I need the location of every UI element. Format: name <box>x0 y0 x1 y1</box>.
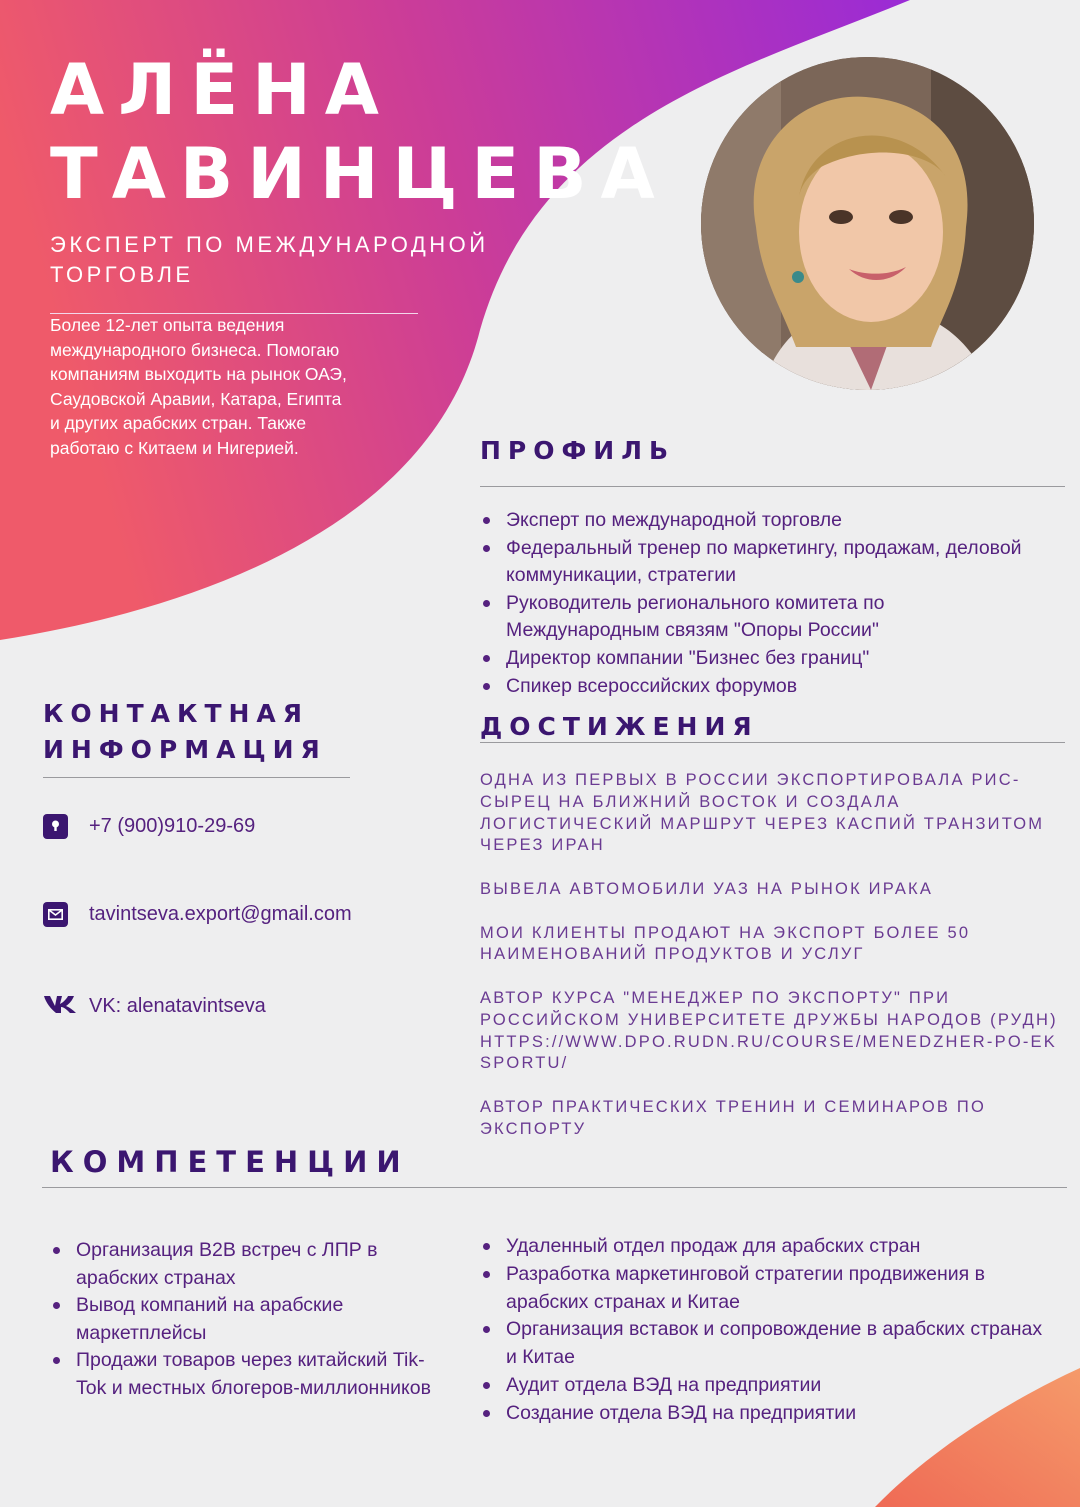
list-item: Спикер всероссийских форумов <box>480 673 1040 701</box>
list-item: Организация вставок и сопровождение в арабских странах и Китае <box>480 1316 1050 1372</box>
competencies-heading: КОМПЕТЕНЦИИ <box>50 1145 410 1179</box>
competencies-list-left <box>50 1237 450 1403</box>
profile-divider <box>480 486 1065 487</box>
intro-text: Более 12-лет опыта ведения международного бизнеса. Помогаю компаниям выходить на рынок ОАЭ, Саудовской Аравии, Катара, Египта и других арабских стран. Также работаю с Китаем и Нигерией. <box>50 315 347 458</box>
contacts-heading-line: КОНТАКТНАЯ <box>43 699 310 728</box>
profile-list <box>480 507 1040 700</box>
person-name <box>50 48 669 216</box>
achievement-item: ВЫВЕЛА АВТОМОБИЛИ УАЗ НА РЫНОК ИРАКА <box>480 879 934 898</box>
profile-photo <box>701 57 1034 390</box>
list-item: Вывод компаний на арабские маркетплейсы <box>50 1292 450 1347</box>
contacts-heading <box>43 696 327 768</box>
vk-icon <box>43 994 77 1019</box>
last-name: ТАВИНЦЕВА <box>50 133 669 215</box>
achievements-heading: ДОСТИЖЕНИЯ <box>480 712 759 741</box>
list-item: Организация B2B встреч с ЛПР в арабских странах <box>50 1237 450 1292</box>
contacts-heading-line: ИНФОРМАЦИЯ <box>43 735 327 764</box>
achievements-list <box>480 770 1060 1162</box>
achievement-item: ОДНА ИЗ ПЕРВЫХ В РОССИИ ЭКСПОРТИРОВАЛА РИС-СЫРЕЦ НА БЛИЖНИЙ ВОСТОК И СОЗДАЛА ЛОГИСТИЧЕСКИЙ МАРШРУТ ЧЕРЕЗ КАСПИЙ ТРАНЗИТОМ ЧЕРЕЗ ИРАН <box>480 771 1045 855</box>
list-item: Директор компании "Бизнес без границ" <box>480 645 1040 673</box>
achievement-item: АВТОР ПРАКТИЧЕСКИХ ТРЕНИН И СЕМИНАРОВ ПО ЭКСПОРТУ <box>480 1097 986 1138</box>
list-item: Разработка маркетинговой стратегии продвижения в арабских странах и Китае <box>480 1261 1050 1317</box>
list-item: Эксперт по международной торговле <box>480 507 1040 535</box>
list-item: Продажи товаров через китайский Tik-Tok и местных блогеров-миллионников <box>50 1347 450 1402</box>
list-item: Удаленный отдел продаж для арабских стран <box>480 1233 1050 1261</box>
vk-handle[interactable]: VK: alenatavintseva <box>89 995 266 1017</box>
vk-row[interactable] <box>43 994 266 1019</box>
phone-row[interactable] <box>43 814 255 839</box>
phone-icon <box>43 814 68 839</box>
profile-heading: ПРОФИЛЬ <box>480 436 676 465</box>
phone-number[interactable]: +7 (900)910-29-69 <box>89 815 256 837</box>
competencies-list-right <box>480 1233 1050 1428</box>
email-row[interactable] <box>43 902 352 927</box>
achievement-item-course <box>480 988 1060 1075</box>
first-name: АЛЁНА <box>50 49 393 131</box>
portrait-illustration <box>701 57 1034 390</box>
course-link[interactable]: HTTPS://WWW.DPO.RUDN.RU/COURSE/MENEDZHER-PO-EKSPORTU/ <box>480 1032 1057 1073</box>
list-item: Создание отдела ВЭД на предприятии <box>480 1400 1050 1428</box>
email-address[interactable]: tavintseva.export@gmail.com <box>89 903 352 925</box>
achievements-divider <box>480 742 1065 743</box>
mail-icon <box>43 902 68 927</box>
achievement-item: МОИ КЛИЕНТЫ ПРОДАЮТ НА ЭКСПОРТ БОЛЕЕ 50 НАИМЕНОВАНИЙ ПРОДУКТОВ И УСЛУГ <box>480 923 971 964</box>
competencies-divider <box>42 1187 1067 1188</box>
list-item: Руководитель регионального комитета по Международным связям "Опоры России" <box>480 590 1040 645</box>
job-title: ЭКСПЕРТ ПО МЕЖДУНАРОДНОЙ ТОРГОВЛЕ <box>50 232 489 287</box>
course-description: АВТОР КУРСА "МЕНЕДЖЕР ПО ЭКСПОРТУ" ПРИ РОССИЙСКОМ УНИВЕРСИТЕТЕ ДРУЖБЫ НАРОДОВ (РУДН) <box>480 988 1058 1029</box>
contacts-divider <box>43 777 350 778</box>
list-item: Аудит отдела ВЭД на предприятии <box>480 1372 1050 1400</box>
list-item: Федеральный тренер по маркетингу, продажам, деловой коммуникации, стратегии <box>480 535 1040 590</box>
